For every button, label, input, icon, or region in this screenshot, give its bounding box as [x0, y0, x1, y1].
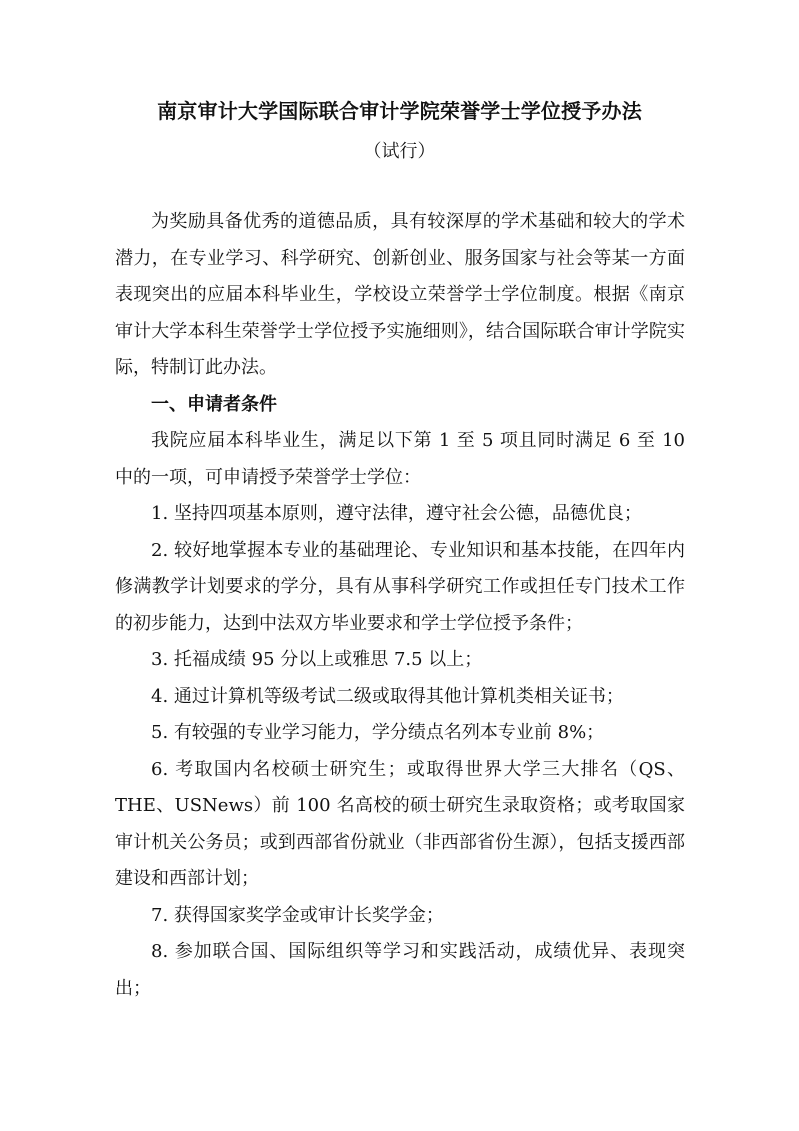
section-intro-paragraph: 我院应届本科毕业生，满足以下第 1 至 5 项且同时满足 6 至 10 中的一项，可申请授予荣誉学士学位： — [115, 430, 685, 488]
document-body — [115, 204, 685, 1007]
condition-item-1: 1. 坚持四项基本原则，遵守法律，遵守社会公德，品德优良； — [151, 503, 642, 524]
condition-item-3: 3. 托福成绩 95 分以上或雅思 7.5 以上； — [151, 649, 483, 670]
intro-paragraph: 为奖励具备优秀的道德品质，具有较深厚的学术基础和较大的学术潜力，在专业学习、科学研究、创新创业、服务国家与社会等某一方面表现突出的应届本科毕业生，学校设立荣誉学士学位制度。根据《南京审计大学本科生荣誉学士学位授予实施细则》，结合国际联合审计学院实际，特制订此办法。 — [115, 211, 685, 378]
condition-item-8: 8. 参加联合国、国际组织等学习和实践活动，成绩优异、表现突出； — [115, 941, 685, 999]
condition-item-6: 6. 考取国内名校硕士研究生；或取得世界大学三大排名（QS、THE、USNews）前 100 名高校的硕士研究生录取资格；或考取国家审计机关公务员；或到西部省份就业（非西部省份生源），包括支援西部建设和西部计划； — [115, 758, 685, 889]
document-subtitle: （试行） — [363, 141, 436, 162]
condition-item-4: 4. 通过计算机等级考试二级或取得其他计算机类相关证书； — [151, 685, 624, 707]
document-title: 南京审计大学国际联合审计学院荣誉学士学位授予办法 — [157, 99, 642, 123]
section-heading: 一、申请者条件 — [151, 393, 277, 415]
condition-item-2: 2. 较好地掌握本专业的基础理论、专业知识和基本技能，在四年内修满教学计划要求的学分，具有从事科学研究工作或担任专门技术工作的初步能力，达到中法双方毕业要求和学士学位授予条件； — [115, 539, 685, 634]
condition-item-5: 5. 有较强的专业学习能力，学分绩点名列本专业前 8%； — [151, 722, 605, 743]
condition-item-7: 7. 获得国家奖学金或审计长奖学金； — [151, 904, 444, 926]
